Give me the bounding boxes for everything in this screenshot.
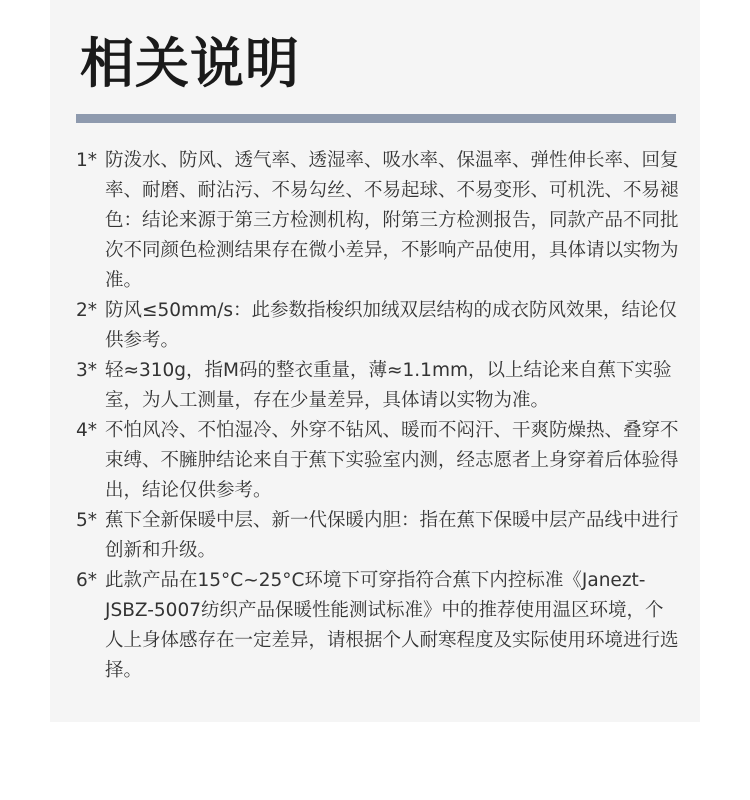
note-text: 防风≤50mm/s：此参数指梭织加绒双层结构的成衣防风效果，结论仅供参考。 — [105, 300, 677, 351]
note-number: 5* — [76, 510, 98, 531]
note-number: 3* — [76, 360, 98, 381]
note-item-2 — [76, 296, 680, 356]
note-text: 轻≈310g，指M码的整衣重量，薄≈1.1mm，以上结论来自蕉下实验室，为人工测量，存在少量差异，具体请以实物为准。 — [105, 360, 672, 411]
notes-list — [76, 146, 680, 686]
note-item-4 — [76, 416, 680, 506]
note-number: 2* — [76, 300, 98, 321]
note-item-6 — [76, 566, 680, 686]
note-number: 1* — [76, 150, 98, 171]
notes-panel — [50, 0, 700, 722]
note-item-1 — [76, 146, 680, 296]
note-number: 6* — [76, 570, 98, 591]
note-text: 蕉下全新保暖中层、新一代保暖内胆：指在蕉下保暖中层产品线中进行创新和升级。 — [105, 510, 679, 561]
note-item-3 — [76, 356, 680, 416]
page-title: 相关说明 — [80, 32, 300, 95]
note-number: 4* — [76, 420, 98, 441]
title-divider — [76, 114, 676, 123]
note-item-5 — [76, 506, 680, 566]
note-text: 此款产品在15°C~25°C环境下可穿指符合蕉下内控标准《Janezt-JSBZ-5007纺织产品保暖性能测试标准》中的推荐使用温区环境，个人上身体感存在一定差异，请根据个人耐寒程度及实际使用环境进行选择。 — [105, 570, 679, 681]
note-text: 不怕风冷、不怕湿冷、外穿不钻风、暖而不闷汗、干爽防燥热、叠穿不束缚、不臃肿结论来自于蕉下实验室内测，经志愿者上身穿着后体验得出，结论仅供参考。 — [105, 420, 679, 501]
note-text: 防泼水、防风、透气率、透湿率、吸水率、保温率、弹性伸长率、回复率、耐磨、耐沾污、不易勾丝、不易起球、不易变形、可机洗、不易褪色：结论来源于第三方检测机构，附第三方检测报告，同款产品不同批次不同颜色检测结果存在微小差异，不影响产品使用，具体请以实物为准。 — [105, 150, 679, 291]
